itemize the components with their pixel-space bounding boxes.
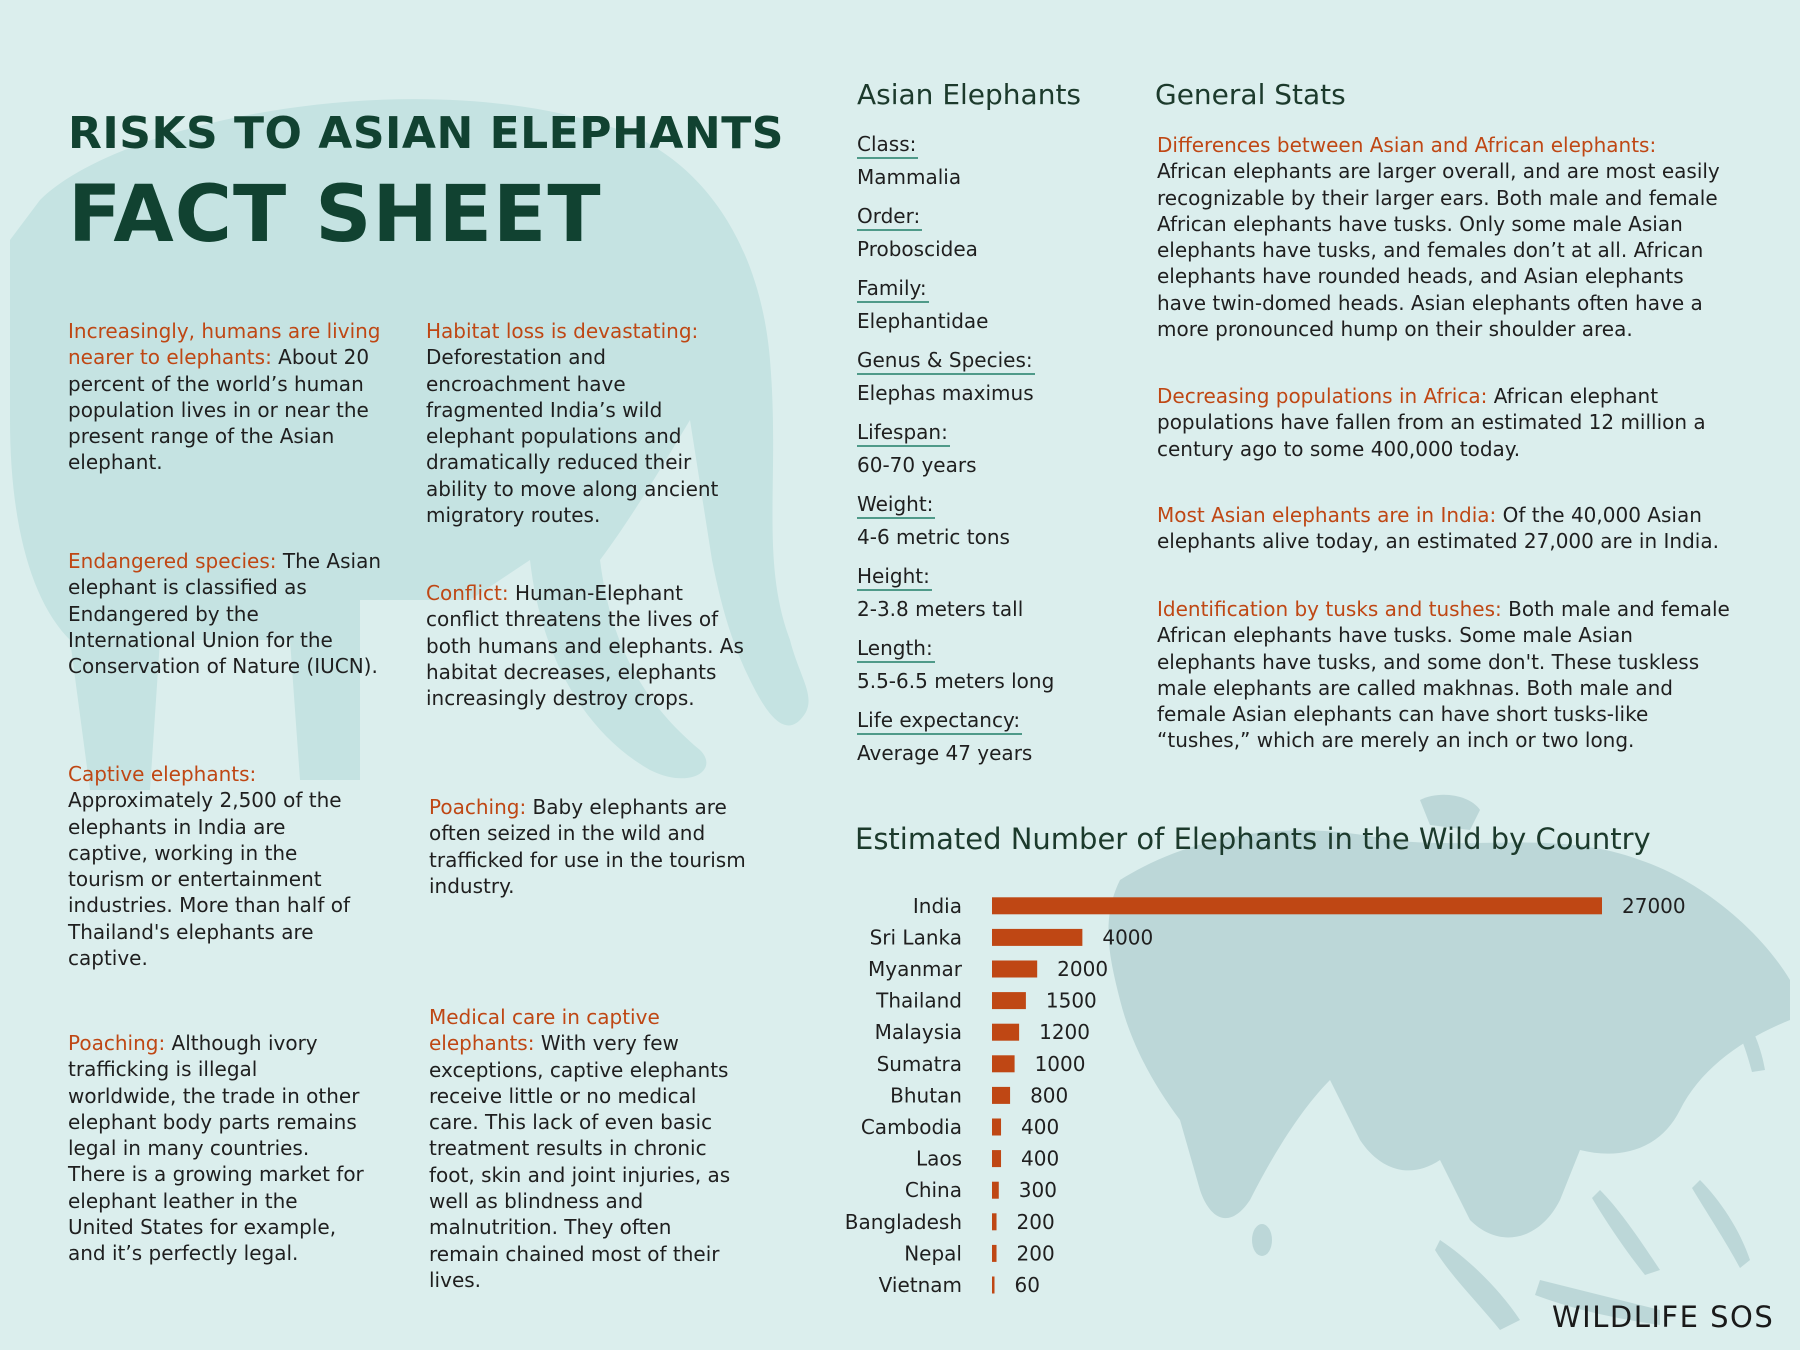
fact-text: The Asian elephant is classified as Endangered by the International Union for the Conservation of Nature (IUCN). <box>68 549 382 679</box>
bar <box>992 1024 1019 1041</box>
general-stats-heading: General Stats <box>1155 78 1346 111</box>
page-subtitle: RISKS TO ASIAN ELEPHANTS <box>68 108 784 159</box>
category-label: Bhutan <box>890 1083 962 1108</box>
profile-item-order <box>857 204 1087 261</box>
stat-heading: Identification by tusks and tushes: <box>1157 597 1502 621</box>
data-label: 4000 <box>1102 925 1154 950</box>
data-label: 1000 <box>1034 1051 1086 1076</box>
fact-poaching-baby <box>429 794 747 899</box>
profile-value: Average 47 years <box>857 741 1033 765</box>
data-label: 1500 <box>1045 988 1097 1013</box>
fact-endangered <box>68 548 384 679</box>
fact-heading: Endangered species: <box>68 549 277 573</box>
fact-text: Although ivory trafficking is illegal worldwide, the trade in other elephant body parts remains legal in many countries. There is a growing market for elephant leather in the United States for example, and it’s perfectly legal. <box>68 1031 364 1266</box>
profile-label: Length: <box>857 636 935 663</box>
bar <box>992 1277 995 1294</box>
stat-heading: Decreasing populations in Africa: <box>1157 384 1488 408</box>
profile-value: Mammalia <box>857 165 962 189</box>
fact-heading: Medical care in captive elephants: <box>429 1005 660 1056</box>
profile-label: Genus & Species: <box>857 348 1035 375</box>
bar <box>992 929 1082 946</box>
fact-captive <box>68 761 368 971</box>
category-label: Sri Lanka <box>869 925 962 950</box>
profile-heading: Asian Elephants <box>857 78 1082 111</box>
stat-text: African elephant populations have fallen from an estimated 12 million a century ago to some 400,000 today. <box>1157 384 1706 461</box>
profile-value: 2-3.8 meters tall <box>857 597 1024 621</box>
fact-heading: Habitat loss is devastating: <box>426 319 699 343</box>
category-label: Bangladesh <box>844 1209 962 1234</box>
bar <box>992 1087 1010 1104</box>
fact-conflict <box>426 580 744 711</box>
fact-heading: Poaching: <box>429 795 527 819</box>
category-label: Laos <box>915 1146 962 1171</box>
fact-heading: Captive elephants: <box>68 762 257 786</box>
stat-decreasing-africa <box>1157 383 1737 462</box>
profile-label: Class: <box>857 132 918 159</box>
bar <box>992 992 1026 1009</box>
fact-heading: Poaching: <box>68 1031 166 1055</box>
bar <box>992 1119 1001 1136</box>
data-label: 200 <box>1016 1241 1055 1266</box>
data-label: 400 <box>1021 1146 1060 1171</box>
stat-most-in-india <box>1157 502 1737 555</box>
profile-value: Elephantidae <box>857 309 989 333</box>
brand-logo: WILDLIFE SOS <box>1552 1300 1775 1334</box>
fact-habitat-loss <box>426 318 744 528</box>
profile-label: Lifespan: <box>857 420 950 447</box>
category-label: Vietnam <box>878 1273 962 1297</box>
data-label: 27000 <box>1622 893 1686 918</box>
category-label: India <box>912 893 962 918</box>
fact-text: Baby elephants are often seized in the wild and trafficked for use in the tourism industry. <box>429 795 746 898</box>
bar <box>992 1182 999 1199</box>
profile-label: Weight: <box>857 492 935 519</box>
data-label: 200 <box>1016 1209 1055 1234</box>
fact-text: About 20 percent of the world’s human population lives in or near the present range of the Asian elephant. <box>68 345 370 475</box>
data-label: 400 <box>1021 1115 1060 1139</box>
category-label: China <box>904 1178 962 1203</box>
profile-item-lifespan <box>857 420 1087 477</box>
profile-value: 5.5-6.5 meters long <box>857 669 1055 693</box>
stat-text: African elephants are larger overall, and are most easily recognizable by their larger ears. Both male and female African elephants have tusks. Only some male Asian elephants have tusks, and females don’t at all. African elephants have rounded heads, and Asian elephants have twin-domed heads. Asian elephants often have a more pronounced hump on their shoulder area. <box>1157 159 1720 342</box>
data-label: 300 <box>1018 1178 1057 1203</box>
chart-title: Estimated Number of Elephants in the Wild by Country <box>855 822 1651 856</box>
profile-item-weight <box>857 492 1087 549</box>
profile-item-family <box>857 276 1087 333</box>
bar <box>992 961 1037 978</box>
profile-value: 60-70 years <box>857 453 977 477</box>
fact-humans-nearer <box>68 318 384 476</box>
data-label: 800 <box>1030 1083 1069 1108</box>
profile-label: Family: <box>857 276 929 303</box>
profile-item-height <box>857 564 1087 621</box>
data-label: 60 <box>1014 1273 1040 1297</box>
stat-differences <box>1157 132 1737 342</box>
profile-item-life-expectancy <box>857 708 1087 765</box>
profile-value: Elephas maximus <box>857 381 1034 405</box>
fact-heading: Conflict: <box>426 581 509 605</box>
profile-value: Proboscidea <box>857 237 978 261</box>
stat-text: Of the 40,000 Asian elephants alive today, an estimated 27,000 are in India. <box>1157 503 1719 554</box>
category-label: Thailand <box>876 988 962 1013</box>
category-label: Malaysia <box>874 1020 962 1045</box>
profile-item-length <box>857 636 1087 693</box>
fact-text: Approximately 2,500 of the elephants in India are captive, working in the tourism or entertainment industries. More than half of Thailand's elephants are captive. <box>68 788 350 971</box>
profile-label: Height: <box>857 564 932 591</box>
profile-value: 4-6 metric tons <box>857 525 1010 549</box>
stat-heading: Differences between Asian and African elephants: <box>1157 133 1657 157</box>
bar <box>992 1245 997 1262</box>
data-label: 1200 <box>1039 1020 1091 1045</box>
profile-label: Order: <box>857 204 922 231</box>
fact-heading: Increasingly, humans are living nearer to elephants: <box>68 319 381 370</box>
bar <box>992 897 1602 914</box>
data-label: 2000 <box>1057 957 1109 981</box>
fact-text: Human-Elephant conflict threatens the lives of both humans and elephants. As habitat decreases, elephants increasingly destroy crops. <box>426 581 744 711</box>
bar <box>992 1150 1001 1167</box>
category-label: Cambodia <box>860 1115 962 1139</box>
fact-poaching-ivory <box>68 1030 368 1267</box>
category-label: Sumatra <box>876 1051 962 1076</box>
bar-chart <box>840 884 1700 1304</box>
category-label: Nepal <box>904 1241 962 1266</box>
stat-tusks-tushes <box>1157 596 1737 754</box>
bar <box>992 1213 997 1230</box>
bar <box>992 1055 1015 1072</box>
fact-text: Deforestation and encroachment have fragmented India’s wild elephant populations and dramatically reduced their ability to move along ancient migratory routes. <box>426 345 719 528</box>
category-label: Myanmar <box>868 957 962 981</box>
fact-medical-care <box>429 1004 747 1293</box>
fact-text: With very few exceptions, captive elephants receive little or no medical care. This lack of even basic treatment results in chronic foot, skin and joint injuries, as well as blindness and malnutrition. They often remain chained most of their lives. <box>429 1031 731 1292</box>
stat-text: Both male and female African elephants have tusks. Some male Asian elephants have tusks, and some don't. These tuskless male elephants are called makhnas. Both male and female Asian elephants can have short tusks-like “tushes,” which are merely an inch or two long. <box>1157 597 1730 753</box>
profile-item-genus-species <box>857 348 1087 405</box>
page-title: FACT SHEET <box>68 170 602 260</box>
profile-item-class <box>857 132 1087 189</box>
profile-label: Life expectancy: <box>857 708 1022 735</box>
stat-heading: Most Asian elephants are in India: <box>1157 503 1497 527</box>
